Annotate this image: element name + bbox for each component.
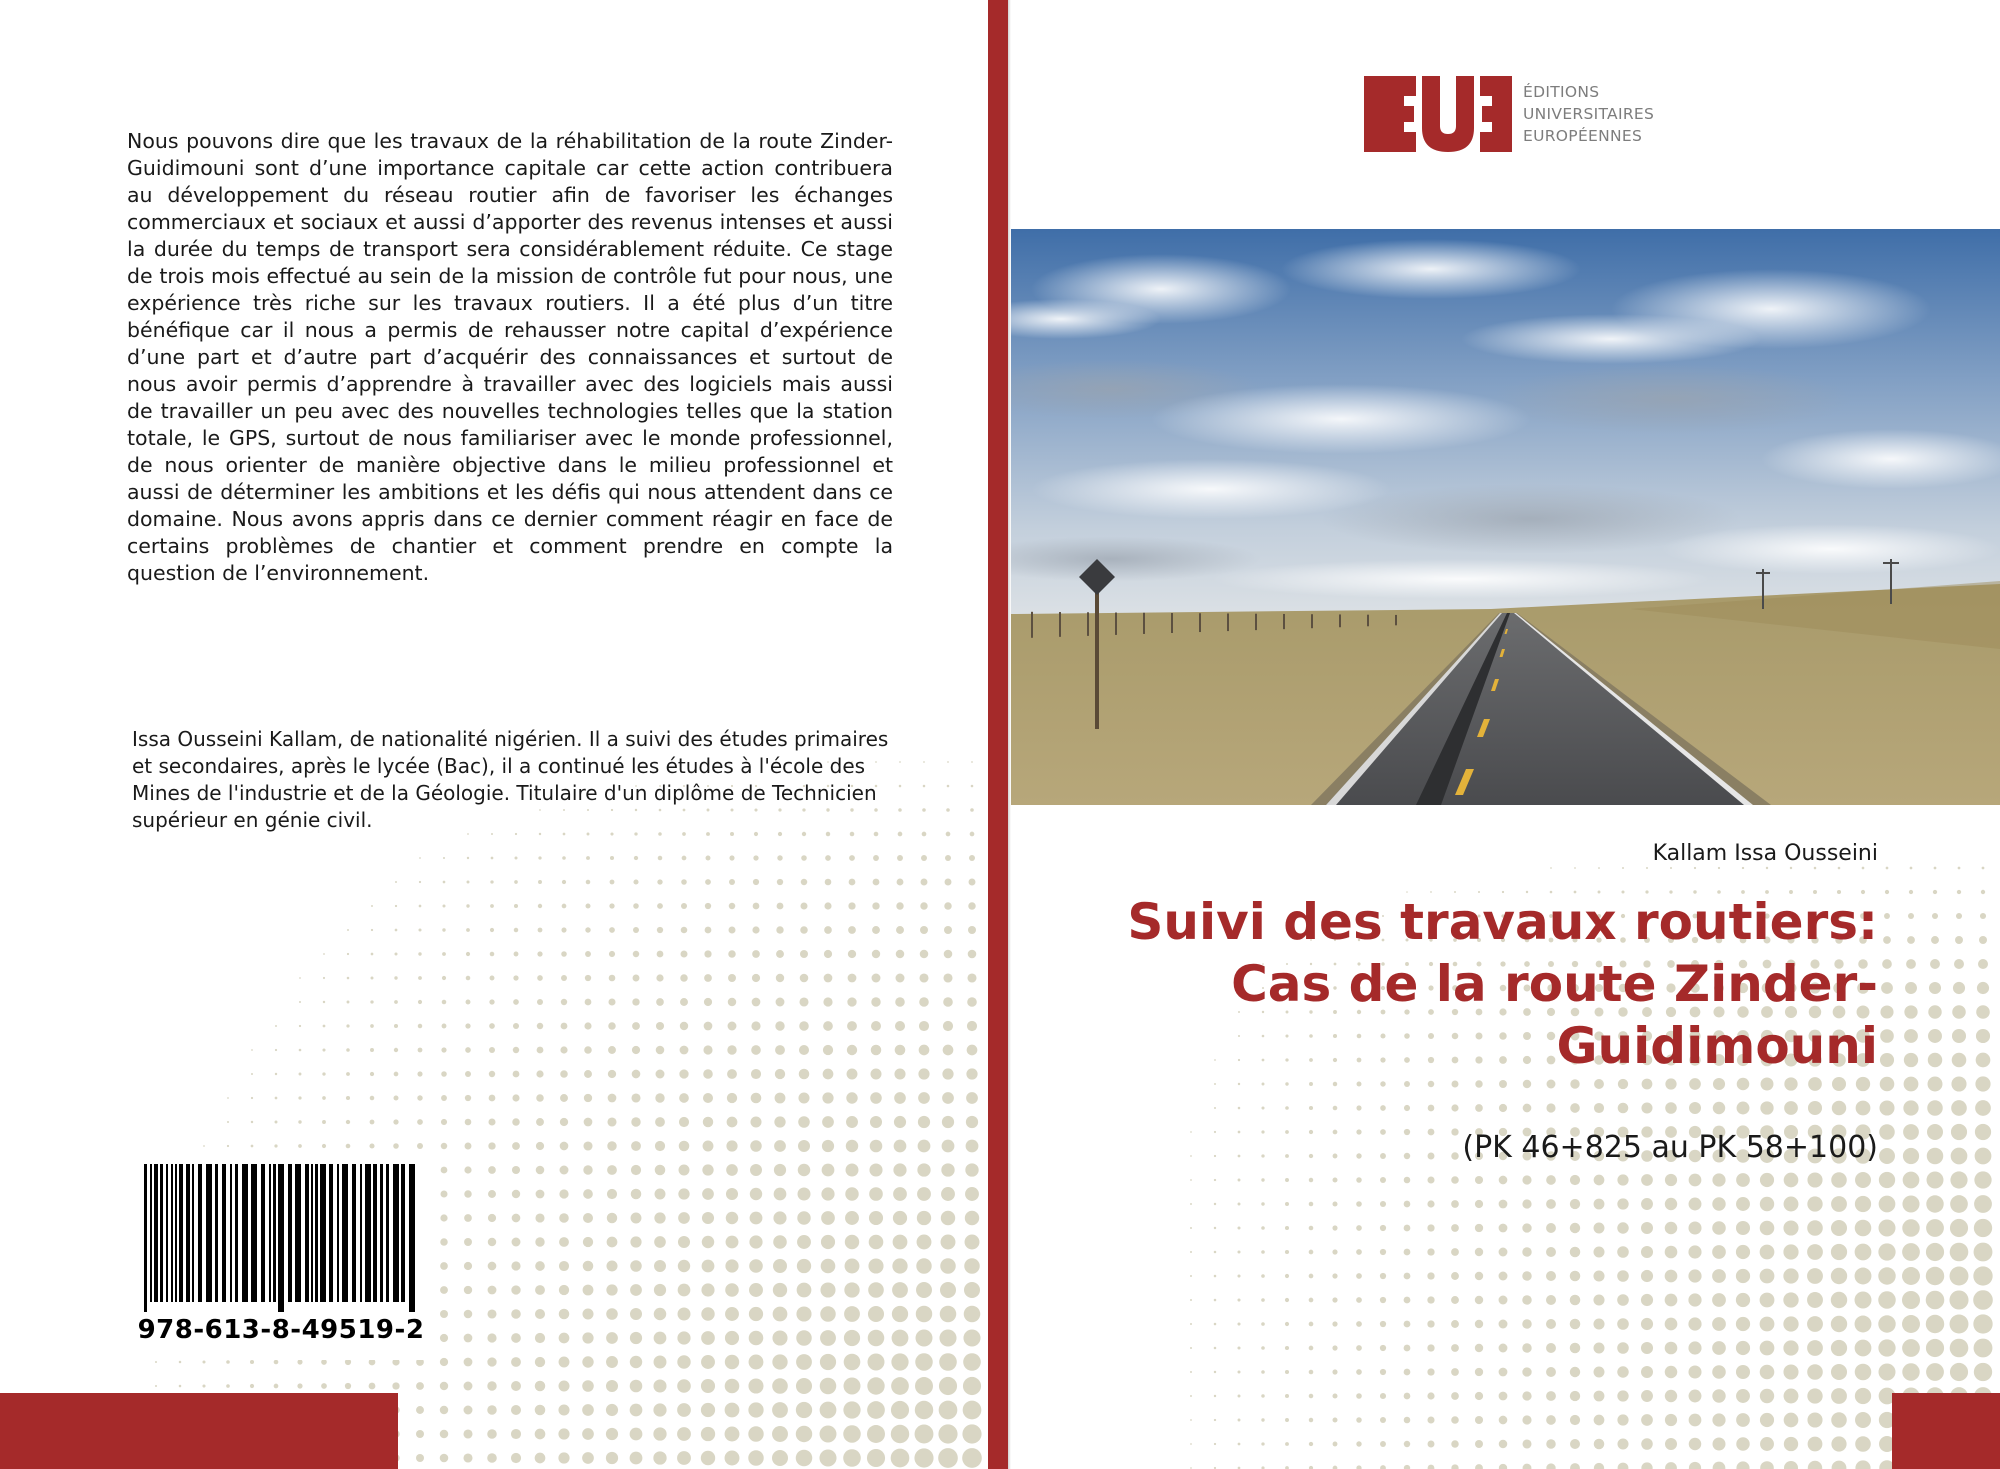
barcode-block xyxy=(132,1160,430,1360)
spine xyxy=(988,0,1008,1469)
back-bottom-band xyxy=(0,1393,398,1469)
author-bio: Issa Ousseini Kallam, de nationalité nigérien. Il a suivi des études primaires et secondaires, après le lycée (Bac), il a continué les études à l'école des Mines de l'industrie et de la Géologie. Titulaire d'un diplôme de Technicien supérieur en génie civil. xyxy=(132,727,889,832)
isbn-number: 978-613-8-49519-2 xyxy=(137,1315,425,1345)
front-bottom-band xyxy=(1892,1393,2000,1469)
barcode-icon xyxy=(140,1164,422,1314)
cover-road-photo xyxy=(1011,229,2000,805)
cover-author: Kallam Issa Ousseini xyxy=(1652,841,1878,866)
book-title-line-2: Cas de la route Zinder- xyxy=(1231,955,1878,1013)
publisher-line-3: EUROPÉENNES xyxy=(1523,127,1643,145)
publisher-line-1: ÉDITIONS xyxy=(1523,83,1600,101)
book-title xyxy=(1078,891,1878,1077)
publisher-line-2: UNIVERSITAIRES xyxy=(1523,105,1655,123)
book-subtitle: (PK 46+825 au PK 58+100) xyxy=(1462,1130,1878,1165)
publisher-name xyxy=(1523,81,1654,147)
book-title-line-1: Suivi des travaux routiers: xyxy=(1127,893,1878,951)
back-cover-blurb: Nous pouvons dire que les travaux de la réhabilitation de la route Zinder-Guidimouni sont d’une importance capitale car cette action contribuera au développement du réseau routier afin de favoriser les échanges commerciaux et sociaux et aussi d’apporter des revenus intenses et aussi la durée du temps de transport sera considérablement réduite. Ce stage de trois mois effectué au sein de la mission de contrôle fut pour nous, une expérience très riche sur les travaux routiers. Il a été plus d’un titre bénéfique car il nous a permis de rehausser notre capital d’expérience d’une part et d’autre part d’acquérir des connaissances et surtout de nous avoir permis d’apprendre à travailler avec des logiciels mais aussi de travailler un peu avec des nouvelles technologies telles que la station totale, le GPS, surtout de nous familiariser avec le monde professionnel, de nous orienter de manière objective dans le milieu professionnel et aussi de déterminer les ambitions et les défis qui nous attendent dans ce domaine. Nous avons appris dans ce dernier comment réagir en face de certains problèmes de chantier et comment prendre en compte la question de l’environnement. xyxy=(127,129,893,585)
book-title-line-3: Guidimouni xyxy=(1556,1017,1878,1075)
